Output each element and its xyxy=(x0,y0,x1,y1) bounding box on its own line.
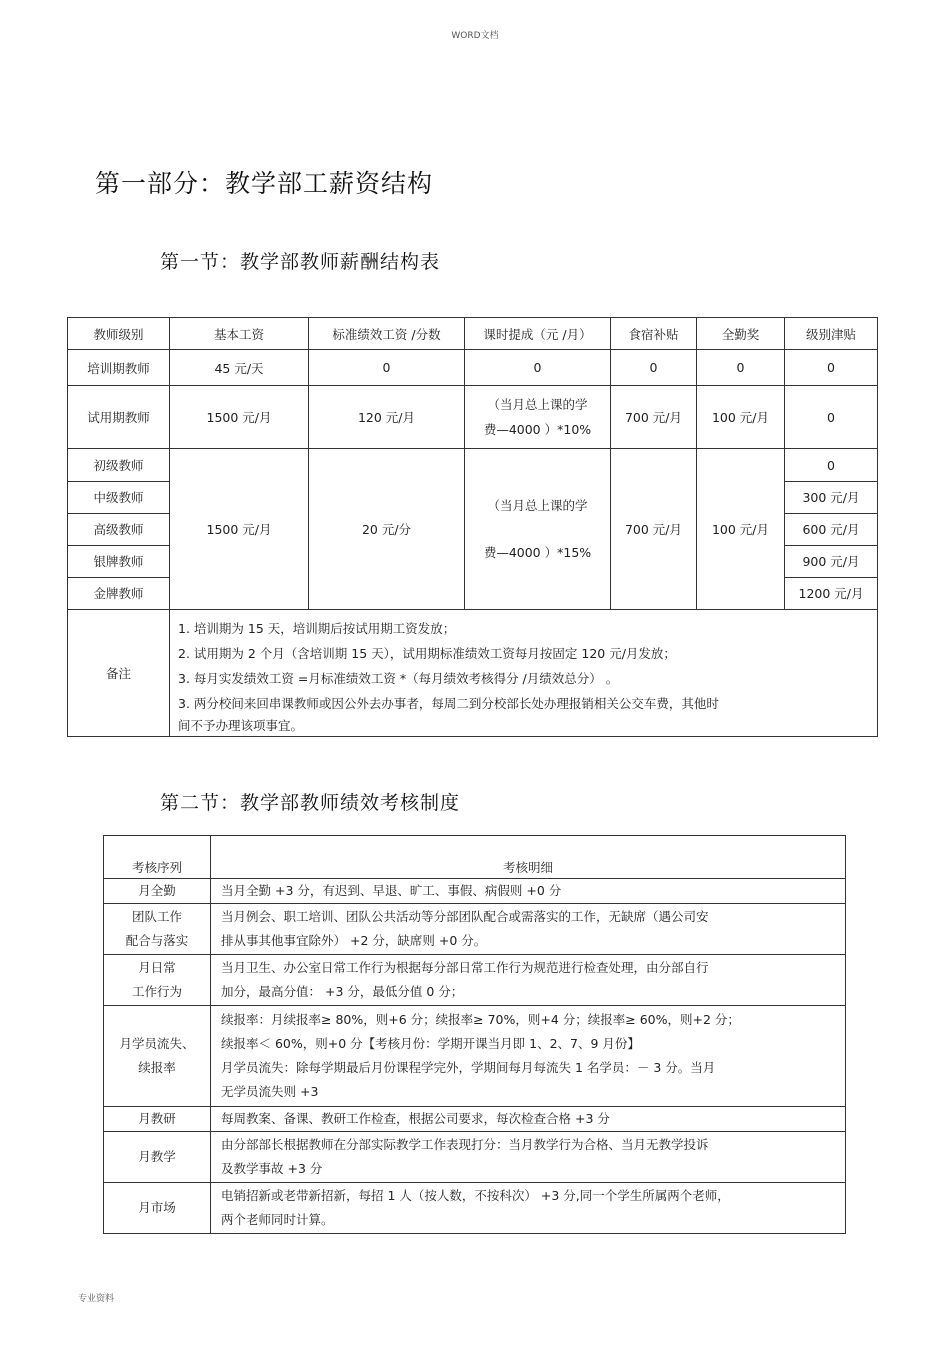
part-title: 第一部分：教学部工薪资结构 xyxy=(95,169,434,198)
row-detail-line: 当月例会、职工培训、团队公共活动等分部团队配合或需落实的工作，无缺席（遇公司安 xyxy=(221,909,709,924)
row-label-line: 工作行为 xyxy=(131,984,182,999)
row-label: 月教研 xyxy=(104,1107,211,1132)
table-header-row xyxy=(104,836,846,879)
row-detail xyxy=(211,904,846,955)
row-label-line: 月学员流失、 xyxy=(119,1036,195,1051)
row-label-line: 月日常 xyxy=(138,960,176,975)
allowance-cell: 1200 元/月 xyxy=(798,586,864,601)
row-detail xyxy=(211,1132,846,1183)
level-cell: 初级教师 xyxy=(68,450,169,482)
row-label-line: 续报率 xyxy=(138,1060,176,1075)
table-row-notes xyxy=(68,610,878,737)
note-line: 3. 每月实发绩效工资 =月标准绩效工资 *（每月绩效考核得分 /月绩效总分） 。 xyxy=(178,671,619,686)
note-line: 3. 两分校间来回串课教师或因公外去办事者，每周二到分校部长处办理报销相关公交车费，其他时 xyxy=(178,696,719,711)
allowance-cell: 600 元/月 xyxy=(785,514,877,546)
level-cell: 培训期教师 xyxy=(68,350,170,386)
table-row xyxy=(104,1183,846,1234)
level-cell: 金牌教师 xyxy=(93,586,144,601)
row-label-line: 团队工作 xyxy=(131,909,182,924)
commission-cell: 0 xyxy=(465,350,611,386)
table-row xyxy=(104,904,846,955)
allowance-cell: 0 xyxy=(785,386,878,449)
note-line: 间不予办理该项事宜。 xyxy=(178,718,304,733)
level-cell: 银牌教师 xyxy=(68,546,169,578)
notes-cell xyxy=(170,610,878,737)
attendance-cell: 0 xyxy=(697,350,785,386)
col-header-commission: 课时提成（元 /月） xyxy=(465,318,611,350)
table-row-trainee xyxy=(68,350,878,386)
board-cell: 700 元/月 xyxy=(611,449,697,610)
row-label xyxy=(104,1006,211,1107)
row-detail-line: 续报率：月续报率≥ 80%，则+6 分；续报率≥ 70%，则+4 分；续报率≥ 60%，则+2 分； xyxy=(221,1012,740,1027)
col-header-board: 食宿补贴 xyxy=(611,318,697,350)
row-detail xyxy=(211,955,846,1006)
col-header-sequence: 考核序列 xyxy=(104,836,211,879)
commission-line-2: 费—4000 ）*10% xyxy=(483,422,592,437)
row-label xyxy=(104,955,211,1006)
commission-cell xyxy=(465,386,611,449)
row-detail: 每周教案、备课、教研工作检查，根据公司要求，每次检查合格 +3 分 xyxy=(211,1107,846,1132)
table-header-row xyxy=(68,318,878,350)
row-detail: 当月全勤 +3 分，有迟到、早退、旷工、事假、病假则 +0 分 xyxy=(211,879,846,904)
board-cell: 0 xyxy=(611,350,697,386)
row-detail-line: 电销招新或老带新招新，每招 1 人（按人数，不按科次） +3 分,同一个学生所属两个老师， xyxy=(221,1188,730,1203)
row-label-line: 配合与落实 xyxy=(125,933,189,948)
attendance-cell: 100 元/月 xyxy=(697,449,785,610)
row-detail xyxy=(211,1006,846,1107)
row-label: 月市场 xyxy=(104,1183,211,1234)
row-label xyxy=(104,904,211,955)
perf-cell: 120 元/月 xyxy=(309,386,465,449)
table-row xyxy=(104,1107,846,1132)
commission-line-2: 费—4000 ）*15% xyxy=(483,545,592,560)
section2-title: 第二节：教学部教师绩效考核制度 xyxy=(160,792,461,814)
perf-cell: 0 xyxy=(309,350,465,386)
table-row xyxy=(104,1132,846,1183)
row-detail-line: 续报率＜ 60%，则+0 分【考核月份：学期开课当月即 1、2、7、9 月份】 xyxy=(221,1036,640,1051)
note-line: 1. 培训期为 15 天，培训期后按试用期工资发放； xyxy=(178,621,456,636)
base-cell: 1500 元/月 xyxy=(170,386,309,449)
notes-label: 备注 xyxy=(68,610,170,737)
row-label: 月全勤 xyxy=(104,879,211,904)
table-row xyxy=(104,955,846,1006)
page-header: WORD文档 xyxy=(451,31,499,41)
row-detail-line: 两个老师同时计算。 xyxy=(221,1212,334,1227)
salary-structure-table xyxy=(67,317,878,737)
col-header-attendance: 全勤奖 xyxy=(697,318,785,350)
commission-line-1: （当月总上课的学 xyxy=(487,397,588,412)
attendance-cell: 100 元/月 xyxy=(697,386,785,449)
row-detail-line: 无学员流失则 +3 xyxy=(221,1084,319,1099)
performance-table xyxy=(103,835,846,1234)
allowance-cell: 300 元/月 xyxy=(785,482,877,514)
row-detail-line: 及教学事故 +3 分 xyxy=(221,1161,323,1176)
level-list xyxy=(68,449,170,610)
table-row xyxy=(104,879,846,904)
row-detail-line: 排从事其他事宜除外） +2 分，缺席则 +0 分。 xyxy=(221,933,487,948)
board-cell: 700 元/月 xyxy=(611,386,697,449)
allowance-cell: 900 元/月 xyxy=(785,546,877,578)
note-line: 2. 试用期为 2 个月（含培训期 15 天），试用期标准绩效工资每月按固定 120 元/月发放； xyxy=(178,646,676,661)
table-row-probation xyxy=(68,386,878,449)
commission-cell xyxy=(465,449,611,610)
level-cell: 高级教师 xyxy=(68,514,169,546)
col-header-allowance: 级别津贴 xyxy=(785,318,878,350)
row-detail-line: 月学员流失：除每学期最后月份课程学完外，学期间每月每流失 1 名学员：－ 3 分。当月 xyxy=(221,1060,716,1075)
row-detail-line: 加分，最高分值： +3 分，最低分值 0 分； xyxy=(221,984,464,999)
col-header-perf: 标准绩效工资 /分数 xyxy=(309,318,465,350)
col-header-detail: 考核明细 xyxy=(211,836,846,879)
page-footer: 专业资料 xyxy=(78,1294,115,1304)
level-cell: 中级教师 xyxy=(68,482,169,514)
perf-cell: 20 元/分 xyxy=(309,449,465,610)
row-label: 月教学 xyxy=(104,1132,211,1183)
col-header-level: 教师级别 xyxy=(68,318,170,350)
commission-line-1: （当月总上课的学 xyxy=(487,498,588,513)
allowance-cell: 0 xyxy=(785,450,877,482)
level-cell: 试用期教师 xyxy=(68,386,170,449)
allowance-list xyxy=(785,449,878,610)
table-row-regular xyxy=(68,449,878,610)
table-row xyxy=(104,1006,846,1107)
allowance-cell: 0 xyxy=(785,350,878,386)
base-cell: 45 元/天 xyxy=(170,350,309,386)
row-detail xyxy=(211,1183,846,1234)
row-detail-line: 由分部部长根据教师在分部实际教学工作表现打分：当月教学行为合格、当月无教学投诉 xyxy=(221,1137,709,1152)
section1-title: 第一节：教学部教师薪酬结构表 xyxy=(160,251,441,273)
col-header-base: 基本工资 xyxy=(170,318,309,350)
row-detail-line: 当月卫生、办公室日常工作行为根据每分部日常工作行为规范进行检查处理，由分部自行 xyxy=(221,960,709,975)
base-cell: 1500 元/月 xyxy=(170,449,309,610)
